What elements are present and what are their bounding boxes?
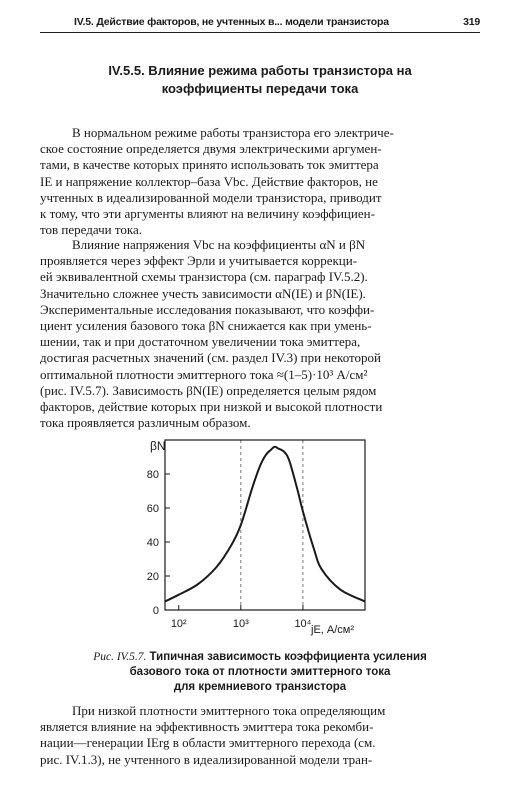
y-tick-label: 80 (146, 469, 159, 481)
beta-vs-current-density-chart (110, 430, 380, 645)
text-line: ей эквивалентной схемы транзистора (см. параграф IV.5.2). (40, 269, 368, 285)
running-title: IV.5. Действие факторов, не учтенных в... модели транзистора (74, 16, 389, 28)
running-header (40, 16, 480, 33)
caption-line: для кремниевого транзистора (173, 681, 347, 693)
section-title-line: коэффициенты передачи тока (161, 81, 359, 96)
y-tick-label: 0 (152, 605, 159, 617)
text-line: (рис. IV.5.7). Зависимость βN(IE) определяется целым рядом (40, 382, 377, 398)
text-line: Влияние напряжения Vbc на коэффициенты αN и βN (72, 237, 366, 252)
text-line: нации—генерации IErg в области эмиттерного перехода (см. (40, 735, 376, 751)
text-line: факторов, действие которых при низкой и высокой плотности (40, 399, 383, 415)
text-line: является влияние на эффективность эмиттера тока рекомби- (40, 719, 374, 735)
x-tick-label: 10⁴ (294, 618, 312, 630)
paragraph-2 (40, 237, 480, 431)
page-number: 319 (463, 16, 480, 28)
text-line: тока проявляется различным образом. (40, 415, 251, 431)
text-line: ское состояние определяется двумя электрическими аргумен- (40, 141, 382, 157)
caption-line: Типичная зависимость коэффициента усиления (149, 651, 427, 663)
figure-caption (40, 650, 480, 695)
text-line: В нормальном режиме работы транзистора его электриче- (72, 125, 394, 140)
text-line: рис. IV.1.3), не учтенного в идеализированной модели тран- (40, 751, 373, 767)
y-tick-label: 20 (146, 571, 159, 583)
text-line: тами, в качестве которых принято использовать ток эмиттера (40, 157, 379, 173)
paragraph-1 (40, 125, 480, 238)
paragraph-3 (40, 703, 480, 768)
text-line: оптимальной плотности эмиттерного тока ≈(1–5)·10³ А/см² (40, 366, 368, 382)
text-line: циент усиления базового тока βN снижается как при умень- (40, 318, 372, 334)
text-line: проявляется через эффект Эрли и учитывается коррекци- (40, 253, 358, 269)
x-axis-label: jE, А/см² (311, 624, 355, 636)
caption-line: базового тока от плотности эмиттерного тока (129, 666, 391, 678)
text-line: тов передачи тока. (40, 222, 142, 238)
figure-label: Рис. IV.5.7. (93, 651, 147, 663)
text-line: Значительно сложнее учесть зависимости αN(IE) и βN(IE). (40, 285, 366, 301)
text-line: IE и напряжение коллектор–база Vbc. Действие факторов, не (40, 173, 378, 189)
y-axis-label: βN (150, 439, 166, 453)
section-title (40, 62, 480, 98)
section-title-line: IV.5.5. Влияние режима работы транзистора на (108, 63, 412, 78)
text-line: шении, так и при достаточном увеличении тока эмиттера, (40, 334, 361, 350)
y-tick-label: 60 (146, 503, 159, 515)
text-line: учтенных в идеализированной модели транзистора, приводит (40, 189, 382, 205)
text-line: к тому, что эти аргументы влияют на величину коэффициен- (40, 206, 375, 222)
text-line: достигая расчетных значений (см. раздел IV.3) при некоторой (40, 350, 381, 366)
x-tick-label: 10³ (232, 618, 249, 630)
x-tick-label: 10² (170, 618, 187, 630)
y-tick-label: 40 (146, 537, 159, 549)
text-line: При низкой плотности эмиттерного тока определяющим (72, 703, 386, 718)
beta-curve (165, 447, 365, 602)
text-line: Экспериментальные исследования показывают, что коэффи- (40, 301, 375, 317)
